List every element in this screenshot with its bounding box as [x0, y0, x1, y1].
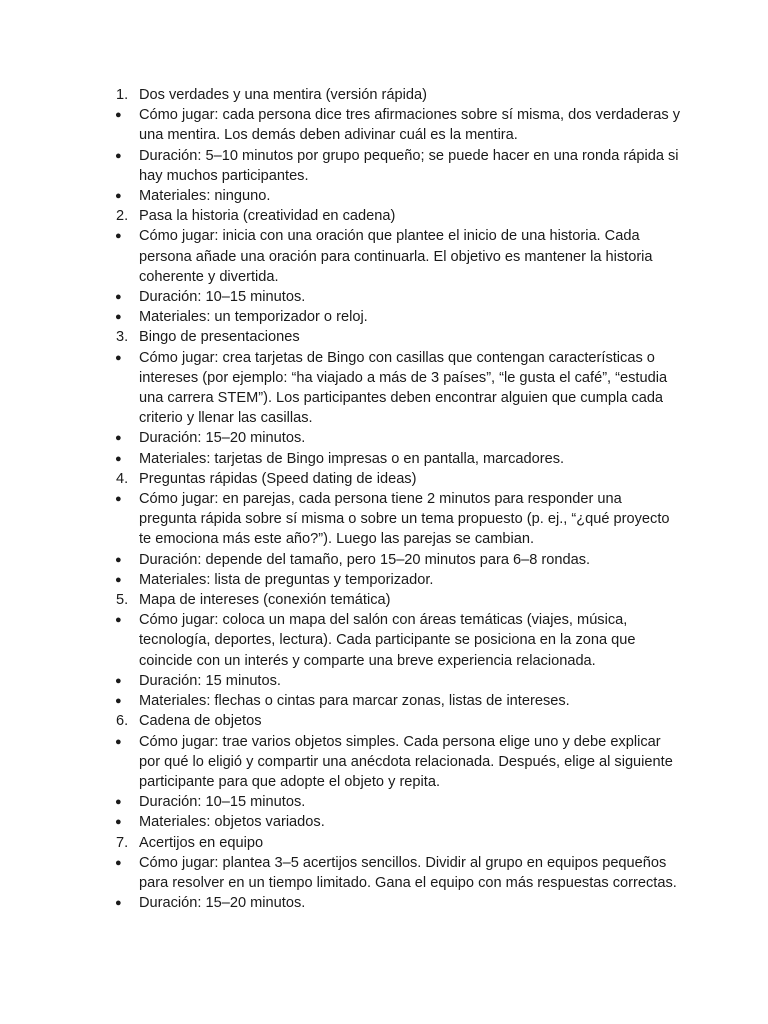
activity-detail: Duración: 15–20 minutos. [139, 895, 306, 912]
numbered-item [112, 833, 682, 853]
bullet-icon: ● [115, 695, 122, 708]
activity-detail: Cómo jugar: en parejas, cada persona tiene 2 minutos para responder una pregunta rápida sobre sí misma o sobre un tema propuesto (p. ej., “¿qué proyecto te emociona más este año?”). Luego las parejas se cambian. [139, 491, 670, 548]
activity-detail: Cómo jugar: crea tarjetas de Bingo con casillas que contengan características o intereses (por ejemplo: “ha viajado a más de 3 países”, “le gusta el café”, “estudia una carrera STEM”). Los participantes deben encontrar alguien que cumpla cada criterio y llenar las casillas. [139, 349, 668, 427]
activity-detail: Materiales: lista de preguntas y temporizador. [139, 571, 434, 588]
bullet-item [112, 570, 682, 590]
activity-detail: Materiales: ninguno. [139, 188, 271, 205]
bullet-item [112, 792, 682, 812]
bullet-item [112, 489, 682, 550]
bullet-icon: ● [115, 230, 122, 243]
activity-title: Acertijos en equipo [139, 834, 264, 851]
bullet-item [112, 287, 682, 307]
list-number: 6. [116, 713, 129, 730]
bullet-icon: ● [115, 856, 122, 869]
activity-detail: Duración: 5–10 minutos por grupo pequeño; se puede hacer en una ronda rápida si hay muchos participantes. [139, 147, 679, 184]
activity-title: Cadena de objetos [139, 713, 262, 730]
numbered-item [112, 327, 682, 347]
bullet-icon: ● [115, 735, 122, 748]
activity-detail: Materiales: tarjetas de Bingo impresas o en pantalla, marcadores. [139, 450, 565, 467]
activity-title: Preguntas rápidas (Speed dating de ideas) [139, 470, 417, 487]
bullet-icon: ● [115, 452, 122, 465]
activity-detail: Duración: depende del tamaño, pero 15–20 minutos para 6–8 rondas. [139, 551, 591, 568]
bullet-icon: ● [115, 351, 122, 364]
bullet-icon: ● [115, 311, 122, 324]
bullet-item [112, 893, 682, 913]
activity-title: Dos verdades y una mentira (versión rápida) [139, 87, 427, 103]
list-number: 5. [116, 592, 129, 609]
bullet-icon: ● [115, 816, 122, 829]
activity-detail: Cómo jugar: cada persona dice tres afirmaciones sobre sí misma, dos verdaderas y una mentira. Los demás deben adivinar cuál es la mentira. [139, 107, 681, 144]
activity-title: Pasa la historia (creatividad en cadena) [139, 208, 396, 225]
bullet-item [112, 428, 682, 448]
activity-detail: Cómo jugar: coloca un mapa del salón con áreas temáticas (viajes, música, tecnología, deportes, lectura). Cada participante se posiciona en la zona que coincide con un interés y comparte una breve experiencia relacionada. [139, 612, 636, 669]
bullet-item [112, 812, 682, 832]
activity-detail: Materiales: objetos variados. [139, 814, 325, 831]
bullet-item [112, 307, 682, 327]
activity-title: Bingo de presentaciones [139, 329, 300, 346]
activity-detail: Materiales: flechas o cintas para marcar zonas, listas de intereses. [139, 693, 570, 710]
activity-detail: Cómo jugar: inicia con una oración que plantee el inicio de una historia. Cada persona añade una oración para continuarla. El objetivo es mantener la historia coherente y divertida. [139, 228, 653, 285]
bullet-icon: ● [115, 109, 122, 122]
list-number: 7. [116, 834, 129, 851]
bullet-icon: ● [115, 190, 122, 203]
bullet-item [112, 853, 682, 893]
bullet-icon: ● [115, 796, 122, 809]
activity-detail: Cómo jugar: trae varios objetos simples. Cada persona elige uno y debe explicar por qué lo eligió y compartir una anécdota relacionada. Después, elige al siguiente participante para que adopte el objeto y repita. [139, 733, 673, 790]
activity-detail: Duración: 15–20 minutos. [139, 430, 306, 447]
activity-detail: Cómo jugar: plantea 3–5 acertijos sencillos. Dividir al grupo en equipos pequeños para resolver en un tiempo limitado. Gana el equipo con más respuestas correctas. [139, 854, 677, 891]
bullet-icon: ● [115, 614, 122, 627]
activity-title: Mapa de intereses (conexión temática) [139, 592, 391, 609]
bullet-item [112, 610, 682, 671]
bullet-item [112, 671, 682, 691]
activity-detail: Duración: 10–15 minutos. [139, 289, 306, 306]
bullet-icon: ● [115, 553, 122, 566]
bullet-item [112, 146, 682, 186]
activity-detail: Duración: 10–15 minutos. [139, 794, 306, 811]
bullet-item [112, 226, 682, 287]
bullet-item [112, 186, 682, 206]
list-number: 4. [116, 470, 129, 487]
bullet-icon: ● [115, 149, 122, 162]
list-number: 3. [116, 329, 129, 346]
numbered-item [112, 711, 682, 731]
bullet-item [112, 348, 682, 429]
bullet-icon: ● [115, 493, 122, 506]
bullet-icon: ● [115, 573, 122, 586]
bullet-icon: ● [115, 674, 122, 687]
bullet-item [112, 691, 682, 711]
activity-list [112, 85, 682, 913]
bullet-item [112, 449, 682, 469]
bullet-item [112, 550, 682, 570]
numbered-item [112, 590, 682, 610]
bullet-icon: ● [115, 432, 122, 445]
numbered-item [112, 469, 682, 489]
bullet-icon: ● [115, 897, 122, 910]
list-number: 2. [116, 208, 129, 225]
bullet-icon: ● [115, 291, 122, 304]
activity-detail: Materiales: un temporizador o reloj. [139, 309, 368, 326]
bullet-item [112, 732, 682, 793]
bullet-item [112, 105, 682, 145]
numbered-item [112, 85, 682, 105]
activity-detail: Duración: 15 minutos. [139, 672, 281, 689]
list-number: 1. [116, 87, 129, 103]
numbered-item [112, 206, 682, 226]
